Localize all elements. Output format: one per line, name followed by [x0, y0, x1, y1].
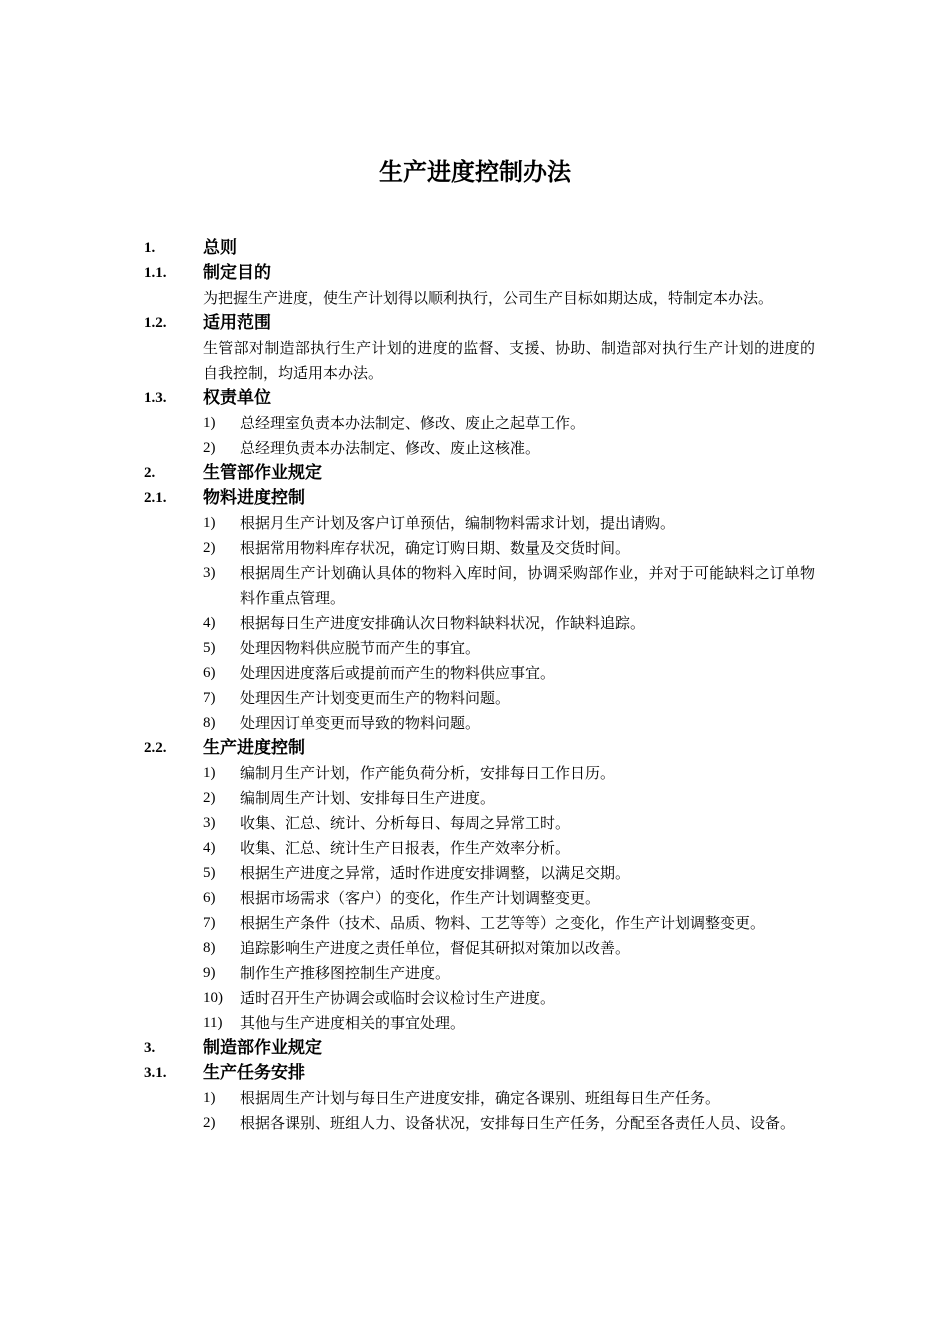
list-item-text: 根据周生产计划与每日生产进度安排，确定各课别、班组每日生产任务。: [240, 1089, 721, 1107]
list-item: [203, 1011, 815, 1036]
subsection-number: 1.3.: [144, 390, 167, 406]
list-item: [203, 636, 815, 661]
list-item-number: 8): [203, 940, 216, 956]
list-item-number: 2): [203, 440, 216, 456]
list-item-number: 1): [203, 515, 216, 531]
section-title: 生管部作业规定: [203, 463, 322, 483]
list-item-number: 1): [203, 415, 216, 431]
subsection-title: 制定目的: [203, 263, 271, 283]
list-item-number: 3): [203, 565, 216, 581]
subsection-title: 生产进度控制: [203, 738, 305, 758]
list-item-number: 7): [203, 690, 216, 706]
list-item: [203, 911, 815, 936]
list-item-number: 7): [203, 915, 216, 931]
subsection-number: 2.1.: [144, 490, 167, 506]
list-item-text: 根据月生产计划及客户订单预估，编制物料需求计划，提出请购。: [240, 514, 676, 532]
list-item-text: 总经理室负责本办法制定、修改、废止之起草工作。: [240, 414, 586, 432]
list-item-text: 总经理负责本办法制定、修改、废止这核准。: [240, 439, 541, 457]
list-item: [203, 986, 815, 1011]
subsection-number: 1.2.: [144, 315, 167, 331]
list-item: [203, 611, 815, 636]
list-item-text: 处理因物料供应脱节而产生的事宜。: [240, 639, 481, 657]
list-item: [203, 686, 815, 711]
list-item-text: 根据市场需求（客户）的变化，作生产计划调整变更。: [240, 889, 601, 907]
list-item-number: 1): [203, 1090, 216, 1106]
list-item-number: 3): [203, 815, 216, 831]
list-item-text: 适时召开生产协调会或临时会议检讨生产进度。: [240, 989, 556, 1007]
list-item-text: 根据每日生产进度安排确认次日物料缺料状况，作缺料追踪。: [240, 614, 646, 632]
subsection-title: 物料进度控制: [203, 488, 305, 508]
list-item: [203, 811, 815, 836]
subsection-heading: [0, 736, 950, 761]
list-item: [203, 886, 815, 911]
list-item-text: 其他与生产进度相关的事宜处理。: [240, 1014, 466, 1032]
list-item-number: 5): [203, 640, 216, 656]
section-heading: [0, 461, 950, 486]
list-item-number: 2): [203, 790, 216, 806]
subsection-heading: [0, 1061, 950, 1086]
list-item-number: 1): [203, 765, 216, 781]
section-heading: [0, 236, 950, 261]
list-item: [203, 936, 815, 961]
list-item: [203, 961, 815, 986]
list-item-number: 5): [203, 865, 216, 881]
subsection-title: 权责单位: [203, 388, 271, 408]
list-item-number: 2): [203, 1115, 216, 1131]
list-item-number: 2): [203, 540, 216, 556]
list-item: [203, 786, 815, 811]
list-item-text: 根据生产进度之异常，适时作进度安排调整，以满足交期。: [240, 864, 631, 882]
paragraph: 为把握生产进度，使生产计划得以顺利执行，公司生产目标如期达成，特制定本办法。: [203, 289, 774, 307]
subsection-title: 适用范围: [203, 313, 271, 333]
document-body: [0, 236, 950, 1136]
subsection-heading: [0, 386, 950, 411]
paragraph: 生管部对制造部执行生产计划的进度的监督、支援、协助、制造部对执行生产计划的进度的自我控制，均适用本办法。: [203, 339, 815, 382]
list-item-text: 根据各课别、班组人力、设备状况，安排每日生产任务，分配至各责任人员、设备。: [240, 1114, 796, 1132]
list-item-text: 制作生产推移图控制生产进度。: [240, 964, 451, 982]
section-number: 1.: [144, 240, 156, 256]
list-item-text: 编制周生产计划、安排每日生产进度。: [240, 789, 496, 807]
list-item: [203, 861, 815, 886]
list-item: [203, 761, 815, 786]
list-item: [203, 536, 815, 561]
subsection-number: 3.1.: [144, 1065, 167, 1081]
subsection-heading: [0, 311, 950, 336]
list-item-number: 8): [203, 715, 216, 731]
list-item: [203, 1111, 815, 1136]
list-item-number: 6): [203, 890, 216, 906]
section-heading: [0, 1036, 950, 1061]
list-item: [203, 411, 815, 436]
list-item-text: 追踪影响生产进度之责任单位，督促其研拟对策加以改善。: [240, 939, 631, 957]
subsection-number: 2.2.: [144, 740, 167, 756]
list-item-text: 根据周生产计划确认具体的物料入库时间，协调采购部作业，并对于可能缺料之订单物料作重点管理。: [240, 564, 815, 607]
list-item-text: 处理因订单变更而导致的物料问题。: [240, 714, 481, 732]
section-number: 2.: [144, 465, 156, 481]
list-item-number: 11): [203, 1015, 223, 1031]
subsection-heading: [0, 486, 950, 511]
list-item-number: 10): [203, 990, 223, 1006]
list-item-text: 收集、汇总、统计、分析每日、每周之异常工时。: [240, 814, 571, 832]
list-item-number: 6): [203, 665, 216, 681]
list-item-text: 收集、汇总、统计生产日报表，作生产效率分析。: [240, 839, 571, 857]
section-title: 总则: [203, 238, 237, 258]
list-item-text: 编制月生产计划，作产能负荷分析，安排每日工作日历。: [240, 764, 616, 782]
section-title: 制造部作业规定: [203, 1038, 322, 1058]
list-item: [203, 836, 815, 861]
list-item-text: 处理因生产计划变更而生产的物料问题。: [240, 689, 511, 707]
list-item-text: 处理因进度落后或提前而产生的物料供应事宜。: [240, 664, 556, 682]
list-item: [203, 1086, 815, 1111]
list-item-number: 9): [203, 965, 216, 981]
subsection-number: 1.1.: [144, 265, 167, 281]
list-item: [203, 661, 815, 686]
subsection-heading: [0, 261, 950, 286]
list-item: [203, 711, 815, 736]
subsection-title: 生产任务安排: [203, 1063, 305, 1083]
section-number: 3.: [144, 1040, 156, 1056]
document-title: 生产进度控制办法: [379, 158, 571, 186]
list-item-number: 4): [203, 615, 216, 631]
list-item: [203, 436, 815, 461]
list-item-number: 4): [203, 840, 216, 856]
list-item: [203, 511, 815, 536]
list-item: [203, 561, 815, 611]
list-item-text: 根据常用物料库存状况，确定订购日期、数量及交货时间。: [240, 539, 631, 557]
list-item-text: 根据生产条件（技术、品质、物料、工艺等等）之变化，作生产计划调整变更。: [240, 914, 766, 932]
